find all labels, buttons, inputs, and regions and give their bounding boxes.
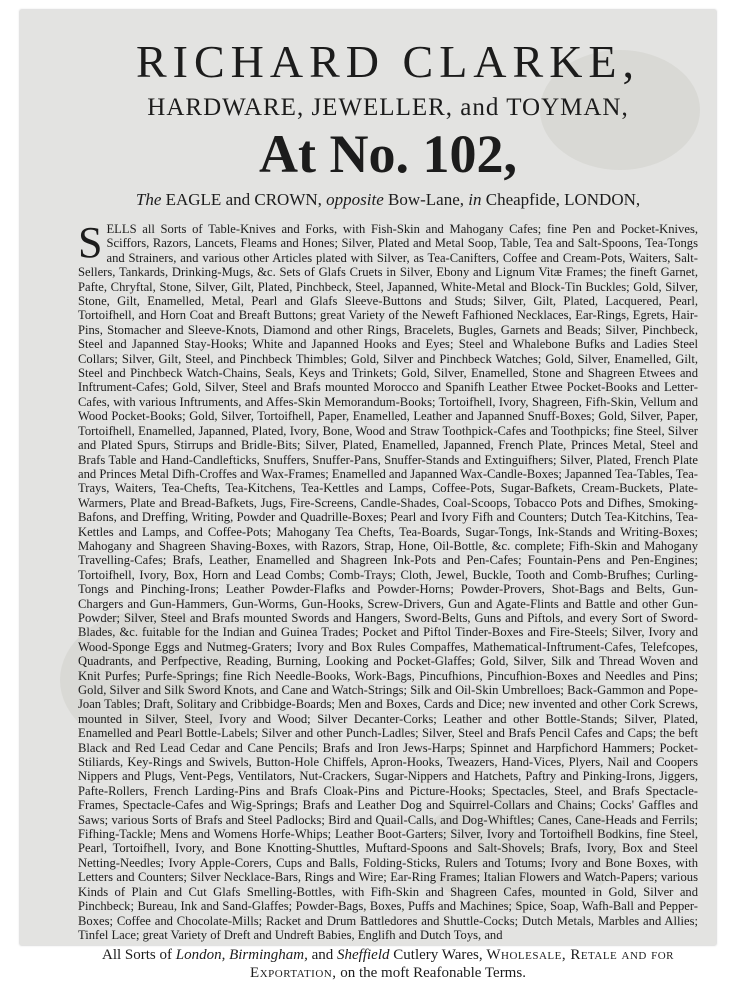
sign-place: Cheapfide, LONDON, <box>485 190 641 209</box>
shop-sign: EAGLE and CROWN, <box>165 190 322 209</box>
sign-opposite: opposite <box>326 190 384 209</box>
closing-line-2 <box>78 964 698 982</box>
merchant-name: RICHARD CLARKE, <box>135 36 641 87</box>
city-birmingham: Birmingham, <box>229 947 308 964</box>
closing-exportation: Exportation, <box>250 965 337 982</box>
closing-line-1 <box>78 946 698 964</box>
sign-in: in <box>468 190 482 209</box>
closing-lines <box>78 946 698 982</box>
closing-wholesale: Wholesale, Retale and for <box>486 947 675 964</box>
shop-address: At No. 102, <box>259 124 517 184</box>
closing-all-sorts: All Sorts of <box>101 947 172 964</box>
closing-and: and <box>311 947 334 964</box>
sign-street: Bow-Lane, <box>388 190 465 209</box>
city-london: London, <box>175 947 226 964</box>
city-sheffield: Sheffield <box>337 947 390 964</box>
merchant-trades: HARDWARE, JEWELLER, and TOYMAN, <box>147 94 629 121</box>
closing-cutlery: Cutlery Wares, <box>393 947 483 964</box>
shop-sign-line <box>78 188 698 212</box>
goods-text: ELLS all Sorts of Table-Knives and Forks, with Fish-Skin and Mahogany Cafes; fine Pen and Pocket-Knives, Sciffors, Razors, Lancets, Fleams and Hones; Silver, Plated and Metal Soop, Table, Tea and Salt-Spoons, Tea-Tongs and Strainers, and various other Articles plated with Silver, as Tea-Canifters, Coffee and Cream-Pots, Waiters, Salt-Sellers, Tankards, Drinking-Mugs, &c. Sets of Glafs Cruets in Silver, Ebony and Lignum Vitæ Frames; the fineft Garnet, Pafte, Chryftal, Stone, Silver, Gilt, Plated, Pinchbeck, Steel, Japanned, White-Metal and Block-Tin Buckles; Gold, Silver, Stone, Gilt, Enamelled, Metal, Pearl and Glafs Sleeve-Buttons and Studs; Silver, Gilt, Plated, Lacquered, Pearl, Tortoifhell, and Horn Coat and Breaft Buttons; great Variety of the Neweft Fafhioned Necklaces, Ear-Rings, Egrets, Hair-Pins, Stomacher and Sleeve-Knots, Diamond and other Rings, Bracelets, Bugles, Garnets and Beads; Silver, Pinchbeck, Steel and Japanned Stay-Hooks; White and Japanned Hooks and Eyes; Steel and Whalebone Bufks and Ladies Steel Collars; Silver, Gilt, Steel, and Pinchbeck Thimbles; Gold, Silver and Pinchbeck Watches; Gold, Silver, Enamelled, Gilt, Steel and Pinchbeck Watch-Chains, Seals, Keys and Trinkets; Gold, Silver, Enamelled, Stone and Shagreen Etwees and Inftrument-Cafes; Gold, Silver, Steel and Brafs mounted Morocco and Spanifh Leather Etwee Pocket-Books and Letter-Cafes, with various Inftruments, and Affes-Skin Memorandum-Books; Tortoifhell, Ivory, Shagreen, Fifh-Skin, Vellum and Wood Pocket-Books; Gold, Silver, Tortoifhell, Paper, Enamelled, Leather and Japanned Snuff-Boxes; Gold, Silver, Paper, Tortoifhell, Enamelled, Japanned, Plated, Ivory, Bone, Wood and Straw Toothpick-Cafes and Toothpicks; fine Steel, Silver and Plated Spurs, Stirrups and Bridle-Bits; Silver, Plated, Enamelled, Japanned, French Plate, Princes Metal, Steel and Brafs Table and Hand-Candlefticks, Snuffers, Snuffer-Pans, Snuffer-Stands and Extinguifhers; Silver, Plated, French Plate and Princes Metal Difh-Croffes and Wax-Frames; Enamelled and Japanned Wax-Candle-Boxes; Japanned Tea-Tables, Tea-Trays, Waiters, Tea-Chefts, Tea-Kitchens, Tea-Kettles and Lamps, Coffee-Pots, Sugar-Bafkets, Cream-Buckets, Plate-Warmers, Plate and Bread-Bafkets, Jugs, Fire-Screens, Candle-Shades, Coal-Scoops, Tobacco Pots and Difhes, Smoking-Bafons, and Dreffing, Writing, Powder and Quadrille-Boxes; Pearl and Ivory Fifh and Counters; Dutch Tea-Kitchins, Tea-Kettles and Lamps, and Coffee-Pots; Mahogany Tea Chefts, Tea-Boards, Sugar-Tongs, Ink-Stands and Writing-Boxes; Mahogany and Shagreen Shaving-Boxes, with Razors, Strap, Hone, Oil-Bottle, &c. complete; Fifh-Skin and Mahogany Travelling-Cafes; Brafs, Leather, Enamelled and Shagreen Ink-Pots and Pen-Cafes; Fountain-Pens and Pen-Engines; Tortoifhell, Ivory, Box, Horn and Lead Combs; Comb-Trays; Cloth, Jewel, Buckle, Tooth and Comb-Brufhes; Curling-Tongs and Pinching-Irons; Leather Powder-Flafks and Powder-Horns; Powder-Provers, Shot-Bags and Belts, Gun-Chargers and Gun-Hammers, Gun-Worms, Gun-Hooks, Screw-Drivers, Gun and Agate-Flints and Battle and other Gun-Powder; Silver, Steel and Brafs mounted Swords and Hangers, Sword-Belts, Guns and Piftols, and every Sort of Sword-Blades, &c. fuitable for the Indian and Guinea Trades; Pocket and Piftol Tinder-Boxes and Fire-Steels; Silver, Ivory and Wood-Sponge Eggs and Nutmeg-Graters; Ivory and Box Rules Compaffes, Mathematical-Inftrument-Cafes, Telefcopes, Quadrants, and Perfpective, Reading, Burning, Looking and Pocket-Glaffes; Gold, Silver, Silk and Thread Woven and Knit Purfes; Purfe-Springs; fine Rich Needle-Books, Work-Bags, Pincufhions, Pincufhion-Boxes and Needles and Pins; Gold, Silver and Silk Sword Knots, and Cane and Watch-Strings; Silk and Oil-Skin Umbrelloes; Back-Gammon and Pope-Joan Tables; Draft, Solitary and Cribbidge-Boards; Men and Boxes, Cards and Dice; new invented and other Cork Screws, mounted in Silver, Steel, Ivory and Wood; Silver Decanter-Corks; Leather and other Bottle-Stands; Silver, Plated, Enamelled and Pearl Bottle-Labels; Silver and other Punch-Ladles; Silver, Steel and Brafs Pencil Cafes and Caps; the beft Black and Red Lead Cedar and Cane Pencils; Brafs and Iron Jews-Harps; Spinnet and Harpfichord Hammers; Pocket-Stiliards, Key-Rings and Swivels, Button-Hole Chiffels, Apron-Hooks, Tweazers, Hand-Vices, Plyers, Nail and Coopers Nippers and Plugs, Vent-Pegs, Ventilators, Nut-Crackers, Sugar-Nippers and Hatchets, Paftry and Pinking-Irons, Jiggers, Pafte-Rollers, French Larding-Pins and Brafs Cloak-Pins and Picture-Hooks; Spectacles, Steel, and Brafs Spectacle-Frames, Spectacle-Cafes and Wig-Springs; Brafs and Leather Dog and Squirrel-Collars and Chains; Cocks' Gaffles and Saws; various Sorts of Brafs and Steel Padlocks; Bird and Quail-Calls, and Dog-Whiftles; Canes, Cane-Heads and Ferrils; Fifhing-Tackle; Mens and Womens Horfe-Whips; Leather Boot-Garters; Silver, Ivory and Tortoifhell Bodkins, fine Steel, Pearl, Tortoifhell, Ivory, and Bone Knotting-Shuttles, Muftard-Spoons and Salt-Shovels; Brafs, Ivory, Box and Steel Netting-Needles; Ivory Apple-Corers, Cups and Balls, Folding-Sticks, Rulers and Totums; Ivory and Bone Boxes, with Letters and Counters; Silver Necklace-Bars, Rings and Wire; Ear-Ring Frames; Italian Flowers and Watch-Papers; various Kinds of Plain and Cut Glafs Smelling-Bottles, with Fifh-Skin and Shagreen Cafes, mounted in Gold, Silver and Pinchbeck; Bureau, Ink and Sand-Glaffes; Powder-Bags, Boxes, Puffs and Machines; Spice, Soap, Wafh-Ball and Pepper-Boxes; Coffee and Chocolate-Mills; Racket and Drum Battledores and Shuttle-Cocks; Dutch Metals, Marbles and Allies; Tinfel Lace; great Variety of Dreft and Undreft Babies, Englifh and Dutch Toys, and <box>78 222 698 942</box>
sign-pre: The <box>135 190 162 209</box>
goods-list <box>78 218 698 942</box>
closing-terms: on the moft Reafonable Terms. <box>340 965 526 982</box>
drop-cap: S <box>78 218 103 267</box>
handbill-content <box>78 36 698 982</box>
